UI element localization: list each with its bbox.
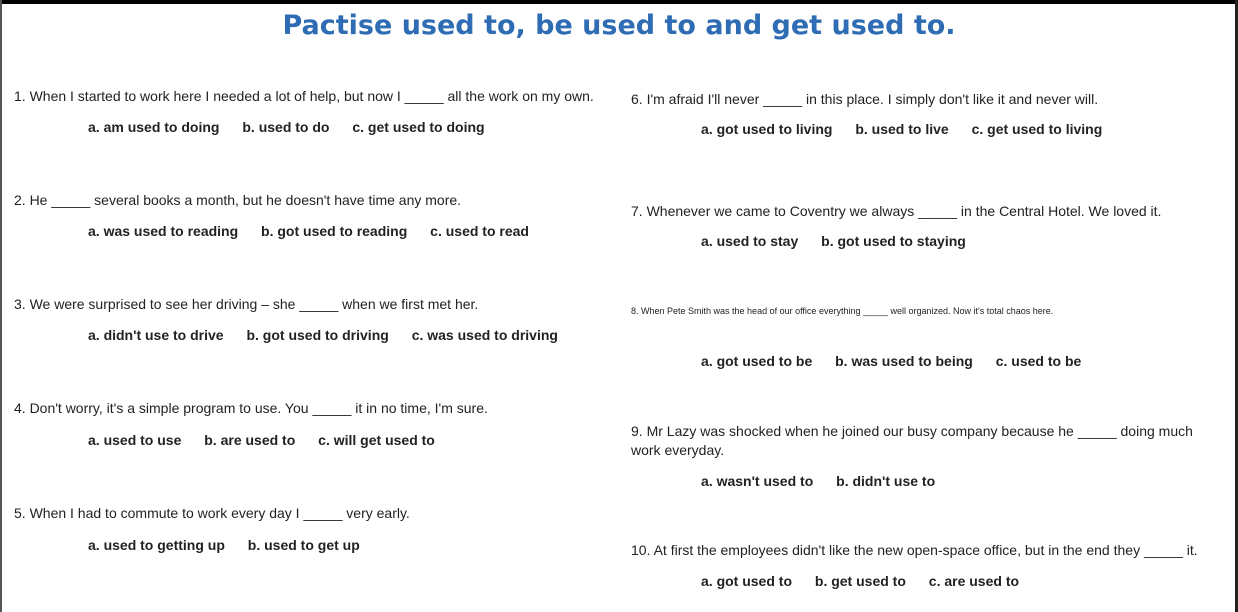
- option-10b[interactable]: b. get used to: [814, 573, 906, 589]
- options-5: [88, 537, 360, 553]
- option-4a[interactable]: a. used to use: [88, 432, 182, 448]
- option-8b[interactable]: b. was used to being: [835, 353, 973, 369]
- question-10: 10. At first the employees didn't like the new open-space office, but in the end they _____ it.: [631, 542, 1198, 558]
- option-9b[interactable]: b. didn't use to: [836, 473, 936, 489]
- option-6c[interactable]: c. get used to living: [971, 121, 1103, 137]
- option-5a[interactable]: a. used to getting up: [88, 537, 225, 553]
- options-9: [701, 473, 935, 489]
- options-8: [701, 353, 1081, 369]
- option-9a[interactable]: a. wasn't used to: [701, 473, 814, 489]
- option-2a[interactable]: a. was used to reading: [88, 223, 239, 239]
- question-2: 2. He _____ several books a month, but he doesn't have time any more.: [14, 192, 462, 208]
- option-6a[interactable]: a. got used to living: [701, 121, 833, 137]
- question-3: 3. We were surprised to see her driving – she _____ when we first met her.: [14, 296, 479, 312]
- options-10: [701, 573, 1019, 589]
- options-1: [88, 119, 485, 135]
- option-1b[interactable]: b. used to do: [242, 119, 330, 135]
- option-5b[interactable]: b. used to get up: [247, 537, 360, 553]
- worksheet-title: Pactise used to, be used to and get used to.: [282, 10, 956, 41]
- options-7: [701, 233, 966, 249]
- option-8c[interactable]: c. used to be: [995, 353, 1082, 369]
- top-border: [0, 0, 1238, 4]
- option-2b[interactable]: b. got used to reading: [261, 223, 408, 239]
- option-1c[interactable]: c. get used to doing: [352, 119, 485, 135]
- option-3a[interactable]: a. didn't use to drive: [88, 327, 224, 343]
- question-1: 1. When I started to work here I needed a lot of help, but now I _____ all the work on my own.: [14, 88, 594, 104]
- options-3: [88, 327, 558, 343]
- question-4: 4. Don't worry, it's a simple program to use. You _____ it in no time, I'm sure.: [14, 400, 488, 416]
- option-6b[interactable]: b. used to live: [855, 121, 949, 137]
- question-8: 8. When Pete Smith was the head of our office everything _____ well organized. Now it's total chaos here.: [631, 306, 1054, 316]
- question-5: 5. When I had to commute to work every day I _____ very early.: [14, 505, 410, 521]
- options-4: [88, 432, 435, 448]
- option-3c[interactable]: c. was used to driving: [411, 327, 558, 343]
- question-6: 6. I'm afraid I'll never _____ in this place. I simply don't like it and never will.: [631, 91, 1099, 107]
- option-7b[interactable]: b. got used to staying: [821, 233, 966, 249]
- option-3b[interactable]: b. got used to driving: [246, 327, 389, 343]
- option-1a[interactable]: a. am used to doing: [88, 119, 220, 135]
- option-2c[interactable]: c. used to read: [430, 223, 529, 239]
- question-7: 7. Whenever we came to Coventry we always _____ in the Central Hotel. We loved it.: [631, 203, 1162, 219]
- options-2: [88, 223, 529, 239]
- option-10c[interactable]: c. are used to: [928, 573, 1020, 589]
- options-6: [701, 121, 1102, 137]
- option-4c[interactable]: c. will get used to: [318, 432, 435, 448]
- left-border: [0, 0, 2, 612]
- question-9: 9. Mr Lazy was shocked when he joined our busy company because he _____ doing much work everyday.: [631, 423, 1193, 458]
- option-10a[interactable]: a. got used to: [701, 573, 792, 589]
- option-4b[interactable]: b. are used to: [204, 432, 296, 448]
- option-8a[interactable]: a. got used to be: [701, 353, 813, 369]
- option-7a[interactable]: a. used to stay: [701, 233, 799, 249]
